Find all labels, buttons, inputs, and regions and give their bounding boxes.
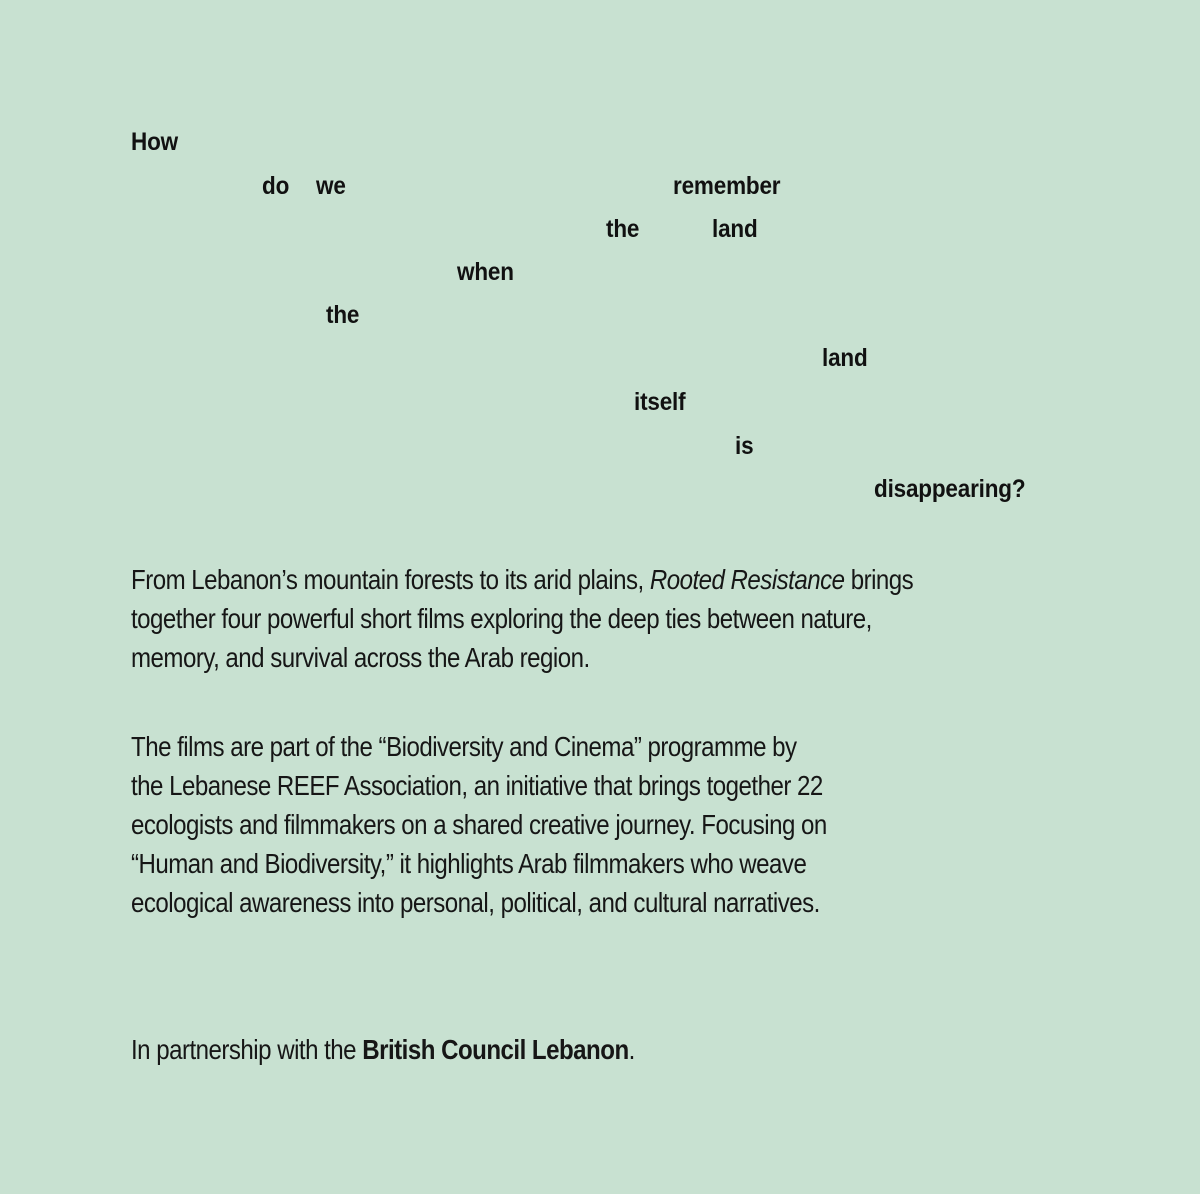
- intro-line: memory, and survival across the Arab region.: [131, 642, 590, 673]
- programme-line: “Human and Biodiversity,” it highlights Arab filmmakers who weave: [131, 848, 807, 879]
- intro-line: together four powerful short films exploring the deep ties between nature,: [131, 603, 872, 634]
- poem-word: is: [735, 432, 754, 460]
- partnership-prefix: In partnership with the: [131, 1034, 357, 1065]
- poem-word: itself: [634, 388, 686, 416]
- intro-paragraph: [131, 560, 991, 677]
- poem-word: the: [326, 301, 360, 329]
- poem-word: when: [457, 258, 514, 286]
- intro-line-1-start: From Lebanon’s mountain forests to its arid plains,: [131, 564, 644, 595]
- poem-word: the: [606, 215, 640, 243]
- partnership-line: [131, 1030, 991, 1069]
- poem-word: remember: [673, 172, 781, 200]
- poem-word: How: [131, 128, 178, 156]
- partner-name: British Council Lebanon: [362, 1034, 629, 1065]
- programme-line: ecologists and filmmakers on a shared creative journey. Focusing on: [131, 809, 827, 840]
- programme-line: the Lebanese REEF Association, an initiative that brings together 22: [131, 770, 823, 801]
- programme-line: The films are part of the “Biodiversity and Cinema” programme by: [131, 731, 797, 762]
- film-series-title: Rooted Resistance: [649, 564, 845, 595]
- partnership-suffix: .: [628, 1034, 635, 1065]
- poem-word: land: [712, 215, 758, 243]
- programme-line: ecological awareness into personal, political, and cultural narratives.: [131, 887, 820, 918]
- poem-word: do: [262, 172, 290, 200]
- intro-line-1-end: brings: [850, 564, 914, 595]
- programme-paragraph: [131, 727, 991, 922]
- poem-word: disappearing?: [874, 475, 1026, 503]
- poem-word: we: [316, 172, 346, 200]
- poem-word: land: [822, 344, 868, 372]
